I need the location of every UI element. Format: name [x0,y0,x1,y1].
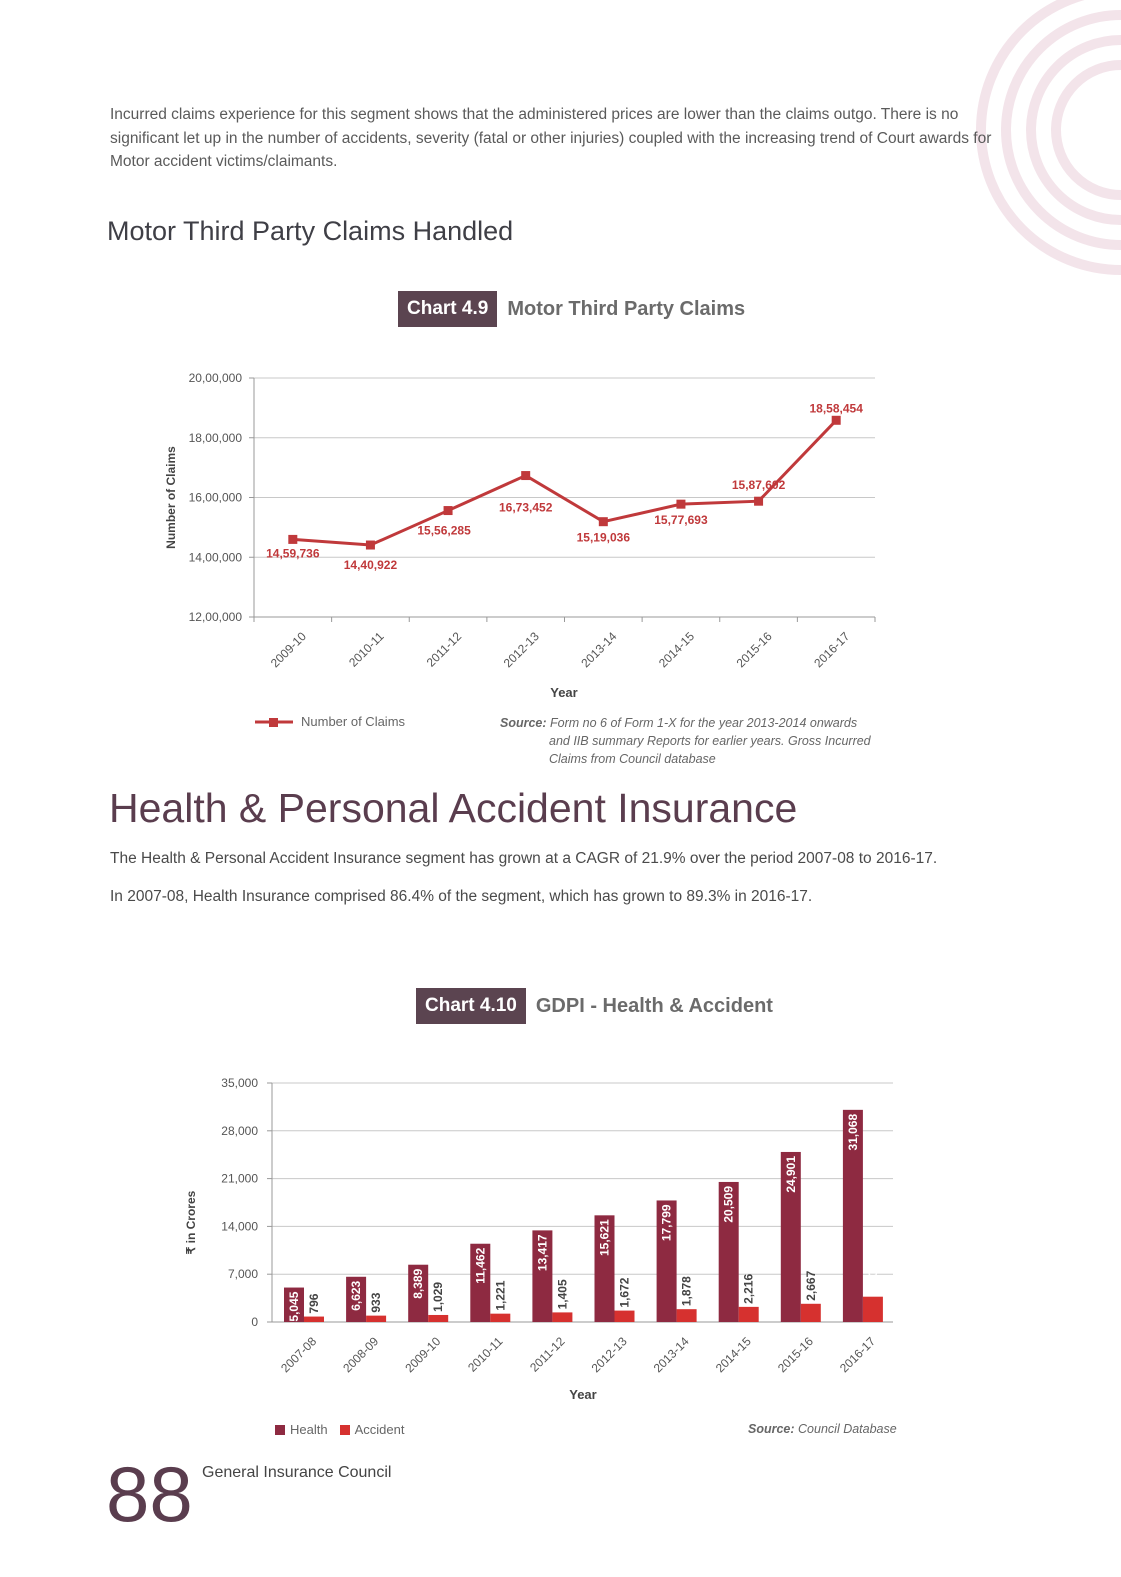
bar-accident [677,1309,697,1322]
data-label-health: 15,621 [597,1219,612,1257]
intro-line: significant let up in the number of accidents, severity (fatal or other injuries) coupled with the increasing trend of Court awards for [110,129,992,147]
bar-accident [801,1304,821,1322]
y-tick-label: 14,000 [221,1219,258,1234]
section-heading: Health & Personal Accident Insurance [109,785,798,831]
bar-accident [615,1311,635,1322]
footer-org-name: General Insurance Council [202,1464,392,1481]
chart-header [398,291,745,327]
body-paragraph: In 2007-08, Health Insurance comprised 86.4% of the segment, which has grown to 89.3% in 2016-17. [110,888,813,905]
data-label-health: 8,389 [411,1268,426,1299]
chart-legend [275,1422,416,1437]
source-label: Source: [500,716,547,730]
source-text: Council Database [798,1422,897,1436]
data-label-accident: 1,878 [679,1276,694,1307]
chart-header [416,988,773,1024]
legend-label: Accident [354,1422,405,1437]
chart-badge: Chart 4.10 [416,988,526,1024]
x-axis-title: Year [550,685,578,700]
section-title: Motor Third Party Claims Handled [107,216,514,246]
intro-line: Motor accident victims/claimants. [110,153,338,170]
legend-swatch [275,1425,285,1435]
y-tick-label: 0 [251,1315,258,1329]
x-tick-label: 2008-09 [340,1334,382,1376]
data-label-accident: 796 [307,1293,321,1314]
data-label-accident: 1,029 [431,1281,446,1312]
y-axis-title: ₹ in Crores [184,1190,198,1255]
bar-accident [739,1307,759,1322]
data-point [521,471,530,480]
data-label: 14,40,922 [343,558,398,573]
data-label-health: 17,799 [659,1204,674,1242]
data-label-accident: 1,221 [493,1280,508,1311]
x-tick-label: 2012-13 [500,629,542,671]
data-label: 15,19,036 [576,530,631,545]
source-text: Claims from Council database [549,752,716,766]
x-tick-label: 2010-11 [465,1334,506,1375]
x-tick-label: 2015-16 [774,1334,816,1376]
intro-paragraph [110,103,1015,174]
source-text: Form no 6 of Form 1-X for the year 2013-2014 onwards [550,716,858,730]
y-tick-label: 16,00,000 [188,490,242,505]
y-axis-title: Number of Claims [164,446,178,549]
y-tick-label: 18,00,000 [188,430,242,445]
data-label-accident: 2,667 [803,1270,818,1301]
bar-accident [863,1297,883,1322]
x-tick-label: 2013-14 [650,1334,692,1376]
line-chart [0,360,1121,710]
data-label: 16,73,452 [498,500,553,515]
intro-line: Incurred claims experience for this segment shows that the administered prices are lower than the claims outgo. There is no [110,106,959,123]
bar-accident [490,1314,510,1322]
chart-title: GDPI - Health & Accident [535,994,773,1017]
y-tick-label: 35,000 [221,1076,258,1090]
x-tick-label: 2014-15 [712,1334,754,1376]
bar-accident [304,1317,324,1322]
data-point [754,497,763,506]
data-point [444,506,453,515]
data-label: 14,59,736 [266,546,320,561]
x-tick-label: 2009-10 [267,629,309,671]
data-point [366,541,375,550]
x-tick-label: 2013-14 [578,629,620,671]
x-tick-label: 2007-08 [278,1334,320,1376]
y-tick-label: 28,000 [221,1123,258,1138]
y-tick-label: 20,00,000 [188,371,242,385]
x-tick-label: 2016-17 [837,1334,879,1376]
data-label-health: 31,068 [845,1113,860,1151]
bar-accident [552,1312,572,1322]
x-tick-label: 2014-15 [656,629,698,671]
x-tick-label: 2016-17 [811,629,853,671]
data-label: 15,56,285 [417,523,471,538]
legend-item-accident [340,1422,405,1437]
legend-label: Number of Claims [301,714,406,729]
bar-accident [428,1315,448,1322]
data-label-accident: 1,405 [555,1279,570,1310]
legend-item-health [275,1422,328,1437]
bar-accident [366,1316,386,1322]
x-tick-label: 2010-11 [346,629,387,670]
data-label-health: 6,623 [349,1280,364,1311]
x-tick-label: 2011-12 [527,1334,568,1375]
y-tick-label: 21,000 [221,1171,258,1186]
data-label: 15,77,693 [654,513,708,528]
data-label-health: 5,045 [287,1291,301,1322]
chart-title: Motor Third Party Claims [507,297,746,320]
data-label-health: 20,509 [721,1185,736,1223]
data-label-accident: 2,216 [741,1273,756,1304]
legend-label: Health [290,1422,328,1437]
data-label-health: 11,462 [473,1247,488,1284]
body-paragraph: The Health & Personal Accident Insurance segment has grown at a CAGR of 21.9% over the period 2007-08 to 2016-17. [110,850,938,867]
x-tick-label: 2009-10 [402,1334,444,1376]
data-label-health: 13,417 [535,1234,550,1272]
data-label-accident: 933 [369,1292,384,1313]
x-tick-label: 2011-12 [423,629,465,670]
page-number: 88 [106,1450,193,1538]
chart-legend [255,714,405,729]
chart-source-note [748,1422,897,1436]
data-point [288,535,297,544]
data-label-accident: 1,672 [617,1277,632,1308]
x-axis-title: Year [569,1387,597,1402]
data-label: 18,58,454 [809,401,863,416]
x-tick-label: 2015-16 [733,629,775,671]
legend-line-marker [255,716,295,728]
data-point [599,517,608,526]
data-point [676,500,685,509]
y-tick-label: 14,00,000 [188,550,242,565]
y-tick-label: 12,00,000 [188,610,242,624]
data-label-accident: 3,706 [865,1263,880,1294]
x-tick-label: 2012-13 [588,1334,630,1376]
source-label: Source: [748,1422,795,1436]
y-tick-label: 7,000 [227,1267,258,1282]
data-point [832,416,841,425]
data-label-health: 24,901 [783,1155,798,1193]
bar-chart [0,1060,1121,1415]
source-text: and IIB summary Reports for earlier years. Gross Incurred [549,734,871,748]
chart-badge: Chart 4.9 [398,291,497,327]
chart-source-note [500,714,885,768]
data-label: 15,87,602 [731,478,786,493]
legend-swatch [340,1425,350,1435]
